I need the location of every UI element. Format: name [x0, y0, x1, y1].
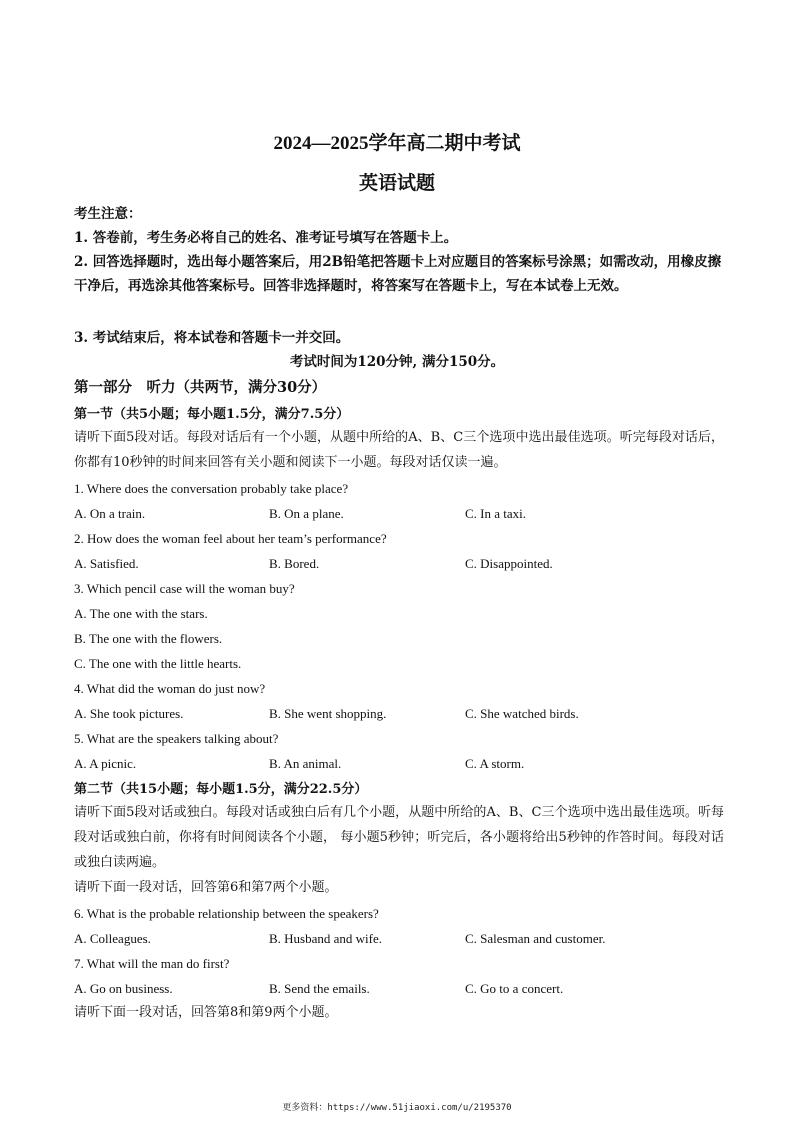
question-4-option-a: A. She took pictures. — [74, 706, 184, 721]
exam-time: 考试时间为120分钟, 满分150分。 — [289, 354, 505, 370]
question-5-stem: 5. What are the speakers talking about? — [74, 731, 279, 746]
section2-instruction: 请听下面5段对话或独白。每段对话或独白后有几个小题，从题中所给的A、B、C三个选项中选出最佳选项。听每段对话或独白前，你将有时间阅读各个小题， 每小题5秒钟；听完后，各小题将给出5秒钟的作答时间。每段对话或独白读两遍。 — [74, 805, 724, 870]
question-7-stem: 7. What will the man do first? — [74, 956, 230, 971]
question-5-option-c: C. A storm. — [465, 756, 525, 771]
question-5-option-b: B. An animal. — [269, 756, 342, 771]
dialogue-intro-8-9: 请听下面一段对话，回答第8和第9两个小题。 — [74, 1005, 338, 1020]
question-3-option-c: C. The one with the little hearts. — [74, 656, 242, 671]
question-4-option-c: C. She watched birds. — [465, 706, 579, 721]
question-1-option-b: B. On a plane. — [269, 506, 344, 521]
question-2-option-a: A. Satisfied. — [74, 556, 139, 571]
question-4-stem: 4. What did the woman do just now? — [74, 681, 266, 696]
question-6-option-a: A. Colleagues. — [74, 931, 151, 946]
question-3-stem: 3. Which pencil case will the woman buy? — [74, 581, 295, 596]
section2-title: 第二节（共15小题；每小题1.5分，满分22.5分） — [74, 782, 368, 797]
question-1-stem: 1. Where does the conversation probably take place? — [74, 481, 349, 496]
footer-link[interactable]: 更多资料：https://www.51jiaoxi.com/u/2195370 — [282, 1103, 512, 1113]
question-3-option-b: B. The one with the flowers. — [74, 631, 223, 646]
question-7-option-c: C. Go to a concert. — [465, 981, 564, 996]
question-2-stem: 2. How does the woman feel about her team’s performance? — [74, 531, 387, 546]
notice-item-1: 1. 答卷前，考生务必将自己的姓名、准考证号填写在答题卡上。 — [74, 230, 458, 246]
question-3-option-a: A. The one with the stars. — [74, 606, 208, 621]
part1-title: 第一部分 听力（共两节，满分30分） — [74, 379, 327, 396]
question-7-option-a: A. Go on business. — [74, 981, 173, 996]
notice-item-3: 3. 考试结束后，将本试卷和答题卡一并交回。 — [74, 330, 350, 346]
section1-instruction: 请听下面5段对话。每段对话后有一个小题，从题中所给的A、B、C三个选项中选出最佳选项。听完每段对话后，你都有10秒钟的时间来回答有关小题和阅读下一小题。每段对话仅读一遍。 — [74, 430, 724, 470]
notice-item-2: 2. 回答选择题时，选出每小题答案后，用2B铅笔把答题卡上对应题目的答案标号涂黑；如需改动，用橡皮擦干净后，再选涂其他答案标号。回答非选择题时，将答案写在答题卡上，写在本试卷上无效。 — [74, 254, 722, 294]
exam-subtitle: 英语试题 — [358, 173, 435, 194]
question-2-option-c: C. Disappointed. — [465, 556, 553, 571]
question-2-option-b: B. Bored. — [269, 556, 320, 571]
notice-heading: 考生注意： — [74, 206, 142, 222]
question-6-option-b: B. Husband and wife. — [269, 931, 383, 946]
question-7-option-b: B. Send the emails. — [269, 981, 370, 996]
question-6-option-c: C. Salesman and customer. — [465, 931, 606, 946]
question-6-stem: 6. What is the probable relationship between the speakers? — [74, 906, 379, 921]
question-1-option-c: C. In a taxi. — [465, 506, 527, 521]
section1-title: 第一节（共5小题；每小题1.5分，满分7.5分） — [74, 407, 350, 422]
question-5-option-a: A. A picnic. — [74, 756, 137, 771]
question-4-option-b: B. She went shopping. — [269, 706, 387, 721]
exam-title: 2024—2025学年高二期中考试 — [273, 133, 521, 154]
dialogue-intro-6-7: 请听下面一段对话，回答第6和第7两个小题。 — [74, 880, 338, 895]
question-1-option-a: A. On a train. — [74, 506, 146, 521]
